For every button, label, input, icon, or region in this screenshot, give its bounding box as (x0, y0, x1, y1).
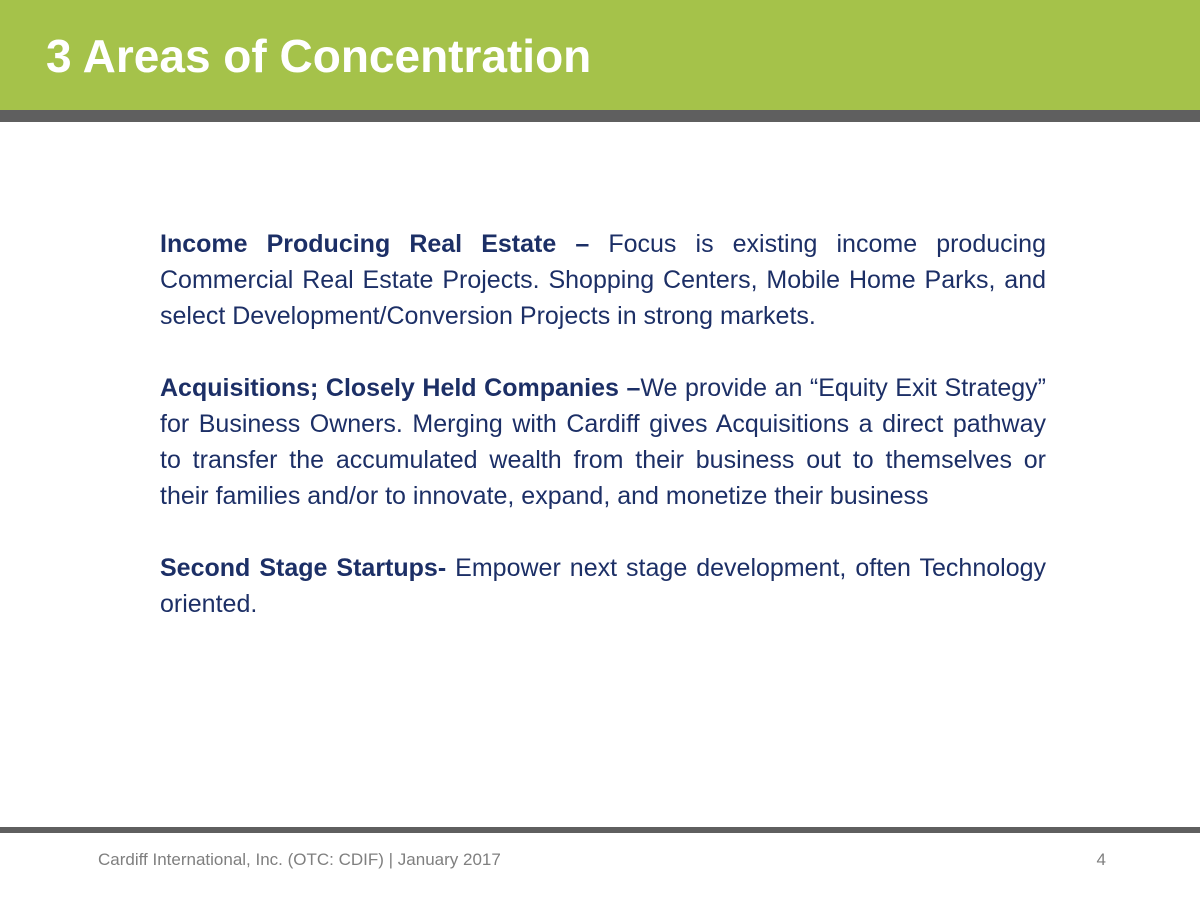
footer-divider (0, 827, 1200, 833)
concentration-heading: Income Producing Real Estate – (160, 230, 590, 258)
content-area (160, 226, 1046, 622)
concentration-heading: Acquisitions; Closely Held Companies – (160, 374, 641, 402)
concentration-item-real-estate (160, 226, 1046, 334)
concentration-item-acquisitions (160, 370, 1046, 514)
concentration-description: We provide an “Equity Exit Strategy” for Business Owners. Merging with Cardiff gives Acquisitions a direct pathway to transfer the accumulated wealth from their business out to themselves or their families and/or to innovate, expand, and monetize their business (160, 374, 1046, 510)
page-number: 4 (1096, 850, 1106, 869)
slide-title: 3 Areas of Concentration (46, 30, 592, 82)
concentration-heading: Second Stage Startups- (160, 554, 447, 582)
concentration-description: Empower next stage development, often Technology oriented. (160, 554, 1047, 618)
footer-text: Cardiff International, Inc. (OTC: CDIF) | January 2017 (98, 850, 501, 869)
header-divider (0, 110, 1200, 122)
concentration-item-startups (160, 550, 1046, 622)
concentration-description: Focus is existing income producing Commercial Real Estate Projects. Shopping Centers, Mobile Home Parks, and select Development/Conversion Projects in strong markets. (160, 230, 1046, 330)
